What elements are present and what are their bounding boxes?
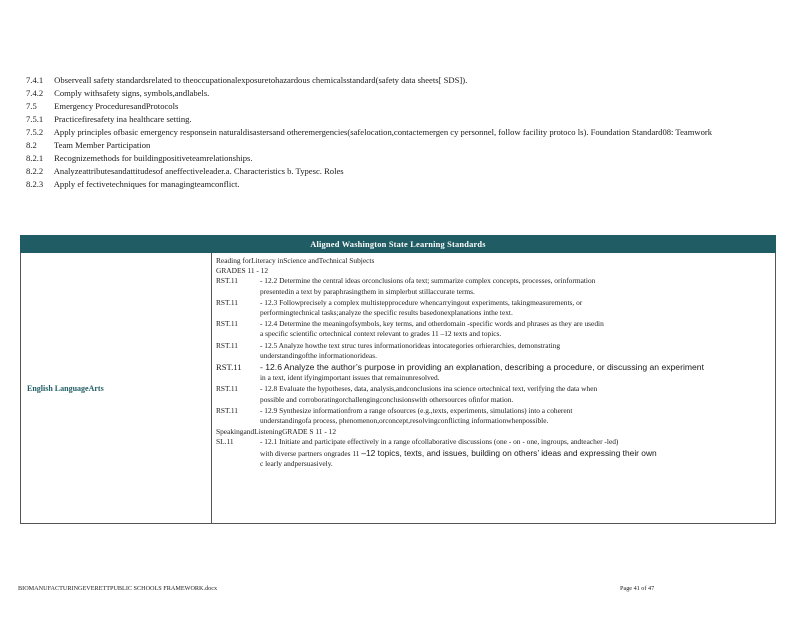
standard-continuation: understandingofthe informationorideas.	[260, 350, 377, 360]
standard-text: - 12.8 Evaluate the hypotheses, data, analysis,andconclusions ina science ortechnical text, verifying the data when	[260, 384, 598, 394]
outline-row	[26, 139, 766, 152]
standard-text: - 12.4 Determine the meaningofsymbols, key terms, and otherdomain -specific words and phrases as they are usedin	[260, 319, 604, 329]
outline-text: Practicefiresafety ina healthcare setting.	[54, 114, 192, 124]
outline-text: Apply principles ofbasic emergency responsein naturaldisastersand otheremergencies(safelocation,contactemergen cy personnel, follow facility protoco ls). Foundation Standard08: Teamwork	[53, 127, 713, 137]
standard-continuation: performingtechnical tasks;analyze the specific results basedonexplanations inthe text.	[260, 308, 513, 318]
standard-code: RST.11	[216, 297, 238, 307]
standard-continuation: presentedin a text by paraphrasingthem in simplerbut stillaccurate terms.	[260, 286, 475, 296]
outline-row	[26, 152, 766, 165]
outline-row	[26, 165, 766, 178]
standard-item	[216, 298, 772, 318]
outline-text: Emergency ProceduresandProtocols	[54, 101, 179, 111]
standard-text: - 12.9 Synthesize informationfrom a range ofsources (e.g.,texts, experiments, simulations) into a coherent	[260, 405, 573, 415]
footer-filename: BIOMANUFACTURINGEVERETTPUBLIC SCHOOLS FRAMEWORK.docx	[18, 585, 218, 592]
subject-cell	[21, 253, 212, 523]
outline-number: 7.4.1	[26, 75, 44, 85]
outline-number: 8.2.2	[26, 166, 44, 176]
standard-text: - 12.1 Initiate and participate effectively in a range ofcollaborative discussions (one - on - one, ingroups, andteacher -led)	[260, 437, 619, 447]
standards-table	[20, 253, 776, 524]
speaking-title: SpeakingandListeningGRADE S 11 - 12	[216, 427, 337, 437]
outline-number: 7.5.1	[26, 114, 44, 124]
outline-number: 7.5	[26, 101, 37, 111]
standard-continuation: a specific scientific ortechnical context relevant to grades 11 –12 texts and topics.	[260, 329, 502, 339]
outline-row	[26, 126, 766, 139]
standard-code: RST.11	[216, 276, 238, 286]
standard-continuation: understandingofa process, phenomenon,orconcept,resolvingconflicting informationwhenpossible.	[260, 416, 549, 426]
standard-continuation	[216, 448, 772, 459]
outline-text: Recognizemethods for buildingpositiveteamrelationships.	[54, 153, 253, 163]
standard-text: - 12.5 Analyze howthe text struc tures informationorideas intocategories orhierarchies, demonstrating	[260, 340, 561, 350]
outline-number: 7.5.2	[26, 127, 44, 137]
outline-text: Analyzeattributesandattitudesof aneffectiveleader.a. Characteristics b. Typesc. Roles	[53, 166, 344, 176]
standard-item	[216, 276, 772, 296]
standard-text: - 12.6 Analyze the author’s purpose in providing an explanation, describing a procedure, or discussing an experiment	[260, 362, 704, 373]
standards-banner: Aligned Washington State Learning Standards	[20, 235, 776, 253]
standard-continuation: possible and corroboratingorchallengingconclusionswith othersources ofinfor mation.	[260, 394, 514, 404]
standard-code: SL.11	[216, 437, 234, 447]
outline-row	[26, 74, 766, 87]
outline-text: Team Member Participation	[54, 140, 151, 150]
outline-row	[26, 100, 766, 113]
outline-number: 8.2.3	[26, 179, 44, 189]
subject-label: English LanguageArts	[27, 383, 104, 393]
standard-code: RST.11	[216, 319, 238, 329]
outline-text: Apply ef fectivetechniques for managingteamconflict.	[53, 179, 240, 189]
standard-item	[216, 384, 772, 404]
standard-continuation-part: with diverse partners ongrades 11	[260, 448, 360, 458]
outline-number: 8.2	[26, 140, 37, 150]
footer-page-number: Page 41 of 47	[620, 585, 655, 592]
standard-item	[216, 437, 772, 469]
standard-item	[216, 362, 772, 383]
grades-label: GRADES 11 - 12	[216, 266, 269, 276]
standard-code: RST.11	[216, 362, 242, 373]
standard-code: RST.11	[216, 405, 238, 415]
standard-code: RST.11	[216, 384, 238, 394]
standard-continuation-part: –12 topics, texts, and issues, building on others’ ideas and expressing their own	[361, 447, 657, 458]
outline-text: Comply withsafety signs, symbols,andlabels.	[54, 88, 210, 98]
standard-item	[216, 341, 772, 361]
outline-row	[26, 178, 766, 191]
standard-continuation: in a text, ident ifyingimportant issues that remainunresolved.	[260, 373, 440, 383]
outline-number: 7.4.2	[26, 88, 44, 98]
outline-row	[26, 113, 766, 126]
outline-row	[26, 87, 766, 100]
standards-cell	[216, 256, 772, 470]
outline-number: 8.2.1	[26, 153, 44, 163]
reading-title: Reading forLiteracy inScience andTechnical Subjects	[216, 256, 375, 265]
standard-item	[216, 319, 772, 339]
standard-continuation: c learly andpersuasively.	[260, 458, 333, 468]
standard-code: RST.11	[216, 340, 238, 350]
competency-outline	[26, 74, 766, 191]
standard-text: - 12.2 Determine the central ideas orconclusions ofa text; summarize complex concepts, processes, orinformation	[260, 276, 596, 286]
standard-item	[216, 406, 772, 426]
outline-text: Observeall safety standardsrelated to theoccupationalexposuretohazardous chemicalsstandard(safety data sheets[ SDS]).	[54, 75, 468, 85]
standard-text: - 12.3 Followprecisely a complex multistepprocedure whencarryingout experiments, takingmeasurements, or	[260, 297, 583, 307]
